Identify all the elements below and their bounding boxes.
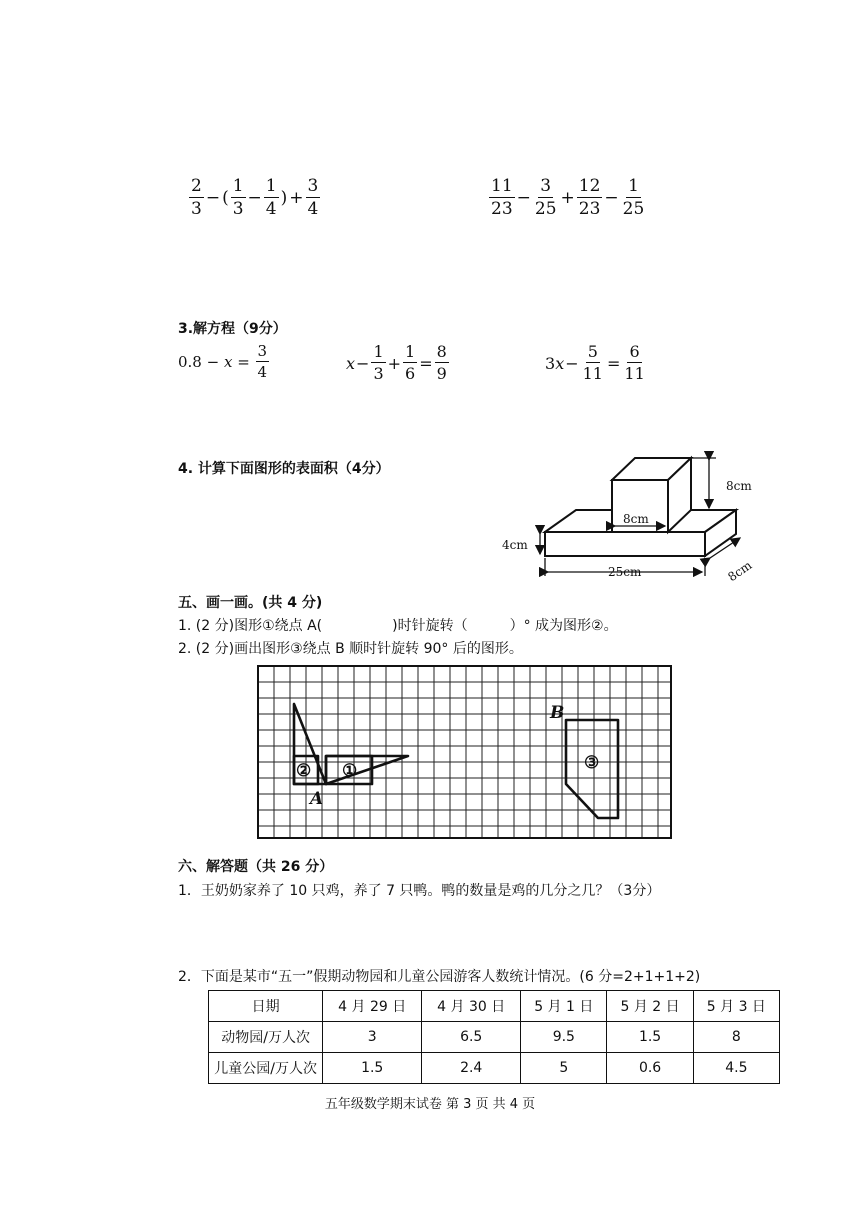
operator: −	[247, 188, 262, 208]
variable-x: x	[555, 353, 565, 373]
dim-base-depth: 8cm	[725, 558, 755, 585]
operator: +	[387, 353, 402, 373]
fraction: $\frac{1}{25}$	[622, 176, 645, 219]
equation-1	[178, 344, 270, 380]
table-row	[209, 1022, 780, 1053]
paren-close: )	[280, 188, 288, 208]
table-cell: 1.5	[323, 1053, 422, 1084]
table-header-row	[209, 991, 780, 1022]
table-cell: 4.5	[693, 1053, 779, 1084]
operator: +	[560, 188, 575, 208]
dim-base-height: 4cm	[502, 538, 528, 552]
shape-2-label: ②	[296, 761, 312, 781]
fraction: $\frac{1}{6}$	[405, 342, 416, 383]
variable-x: x	[223, 353, 233, 371]
section-5-item-2: 2. (2 分)画出图形③绕点 B 顺时针旋转 90° 后的图形。	[178, 641, 523, 657]
fraction: $\frac{6}{11}$	[624, 342, 645, 383]
operator: −	[565, 353, 579, 373]
fraction: $\frac{5}{11}$	[582, 342, 603, 383]
fraction: $\frac{8}{9}$	[436, 342, 447, 383]
fraction: $\frac{1}{4}$	[265, 176, 277, 219]
table-row	[209, 1053, 780, 1084]
table-cell: 1.5	[607, 1022, 693, 1053]
table-cell: 2.4	[422, 1053, 521, 1084]
section-6-question-2: 2．下面是某市“五一”假期动物园和儿童公园游客人数统计情况。(6 分=2+1+1+2)	[178, 969, 701, 985]
operator: +	[289, 188, 304, 208]
operator: −	[205, 188, 221, 208]
item-1-post: ）° 成为图形②。	[509, 618, 618, 634]
calc-expression-2	[488, 178, 647, 218]
calc-expression-1	[188, 178, 321, 218]
table-cell: 9.5	[521, 1022, 607, 1053]
table-header-cell: 日期	[209, 991, 323, 1022]
variable-x: x	[346, 353, 356, 373]
cuboid-figure	[490, 446, 770, 588]
fraction: $\frac{11}{23}$	[491, 176, 513, 219]
fraction: $\frac{1}{3}$	[373, 342, 384, 383]
equation-lhs: 0.8 −	[178, 353, 224, 371]
shape-1-label: ①	[342, 761, 358, 781]
table-cell: 儿童公园/万人次	[209, 1053, 323, 1084]
equation-2	[346, 344, 450, 382]
q3-title: 3.解方程（9分）	[178, 321, 287, 337]
point-b-label: B	[550, 703, 565, 723]
table-header-cell: 4 月 29 日	[323, 991, 422, 1022]
table-cell: 5	[521, 1053, 607, 1084]
paren-open: (	[222, 188, 229, 208]
section-5-title: 五、画一画。(共 4 分)	[178, 595, 323, 611]
table-cell: 3	[323, 1022, 422, 1053]
q4-title: 4. 计算下面图形的表面积（4分）	[178, 461, 390, 477]
operator: −	[604, 188, 619, 208]
page-footer: 五年级数学期末试卷 第 3 页 共 4 页	[324, 1097, 536, 1112]
table-cell: 6.5	[422, 1022, 521, 1053]
table-header-cell: 5 月 1 日	[521, 991, 607, 1022]
fraction: $\frac{3}{25}$	[534, 176, 557, 219]
fraction: $\frac{2}{3}$	[191, 176, 202, 219]
dim-top-height: 8cm	[726, 479, 752, 493]
table-cell: 8	[693, 1022, 779, 1053]
table-cell: 0.6	[607, 1053, 693, 1084]
dim-top-width: 8cm	[623, 512, 649, 526]
fraction: $\frac{3}{4}$	[307, 176, 319, 219]
equals-sign: =	[606, 353, 621, 373]
operator: −	[356, 353, 370, 373]
table-header-cell: 5 月 2 日	[607, 991, 693, 1022]
operator: −	[516, 188, 531, 208]
rotation-grid	[256, 664, 676, 842]
fraction: $\frac{12}{23}$	[578, 176, 601, 219]
table-header-cell: 5 月 3 日	[693, 991, 779, 1022]
point-a-label: A	[310, 789, 324, 809]
item-1-pre: 1. (2 分)图形①绕点 A(	[178, 618, 323, 634]
equals-sign: =	[232, 353, 255, 371]
section-5-item-1	[178, 615, 618, 635]
item-1-mid: )时针旋转（	[392, 618, 468, 634]
dim-base-length: 25cm	[608, 565, 642, 579]
fraction: $\frac{1}{3}$	[232, 176, 244, 219]
section-6-title: 六、解答题（共 26 分）	[178, 859, 334, 875]
fraction: $\frac{3}{4}$	[257, 342, 268, 381]
equals-sign: =	[419, 353, 433, 373]
shape-3-label: ③	[584, 753, 600, 773]
visitor-stats-table	[208, 990, 780, 1084]
equation-3	[545, 344, 648, 382]
table-cell: 动物园/万人次	[209, 1022, 323, 1053]
table-header-cell: 4 月 30 日	[422, 991, 521, 1022]
section-6-question-1: 1．王奶奶家养了 10 只鸡，养了 7 只鸭。鸭的数量是鸡的几分之几？（3分）	[178, 883, 661, 899]
coefficient: 3	[545, 353, 556, 373]
